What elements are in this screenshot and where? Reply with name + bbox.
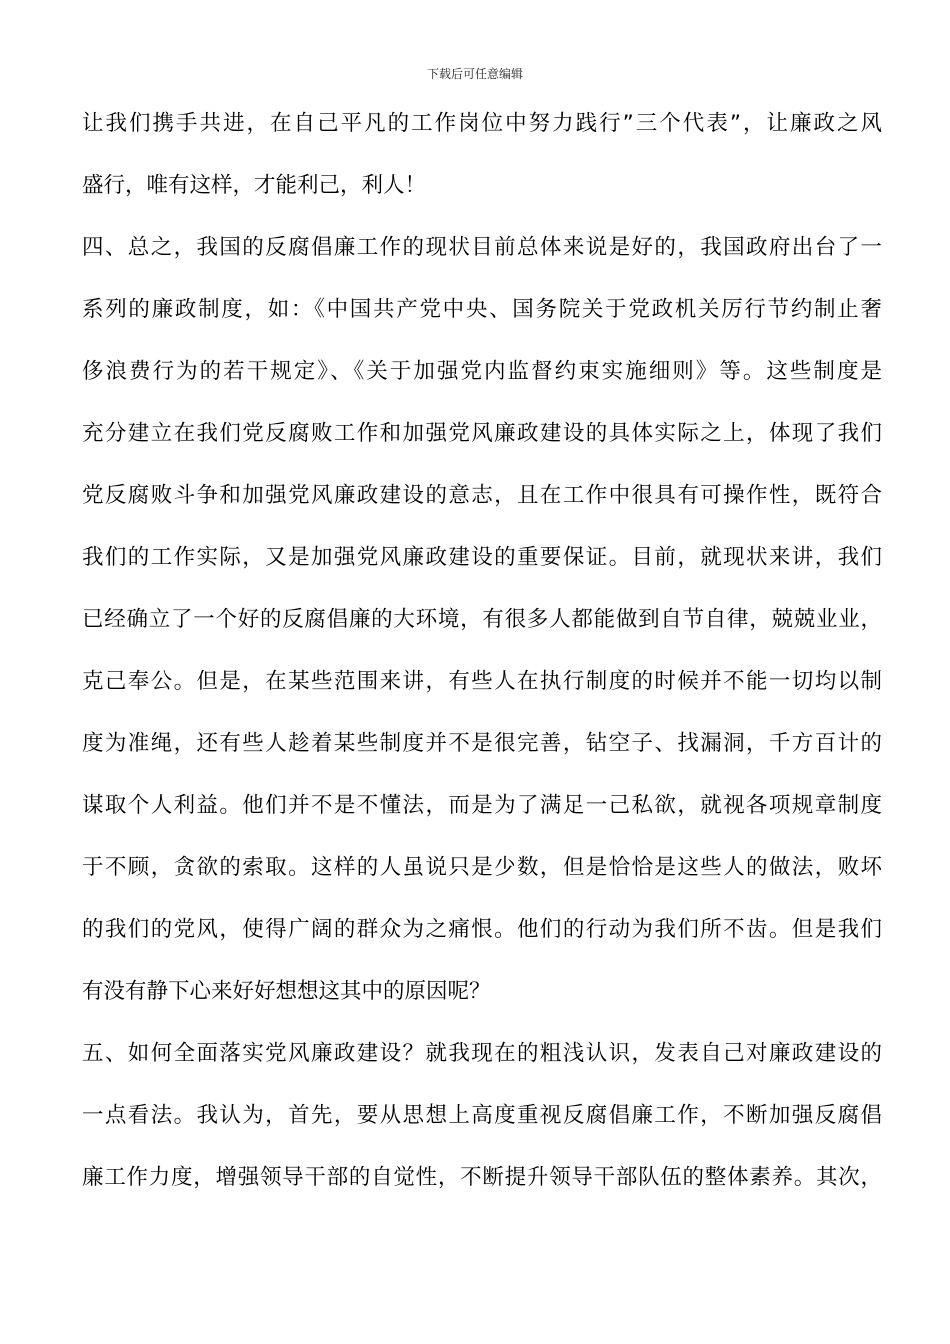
text-line: 侈浪费行为的若干规定》、《关于加强党内监督约束实施细则》等。这些制度是 xyxy=(82,359,882,384)
text-line: 已经确立了一个好的反腐倡廉的大环境，有很多人都能做到自节自律，兢兢业业， xyxy=(82,607,882,632)
document-body xyxy=(82,110,882,1226)
text-line: 一点看法。我认为，首先，要从思想上高度重视反腐倡廉工作，不断加强反腐倡 xyxy=(82,1103,882,1128)
text-line: 党反腐败斗争和加强党风廉政建设的意志，且在工作中很具有可操作性，既符合 xyxy=(82,483,882,508)
text-line: 充分建立在我们党反腐败工作和加强党风廉政建设的具体实际之上，体现了我们 xyxy=(82,421,882,446)
text-line: 的我们的党风，使得广阔的群众为之痛恨。他们的行动为我们所不齿。但是我们 xyxy=(82,917,882,942)
text-line: 五、如何全面落实党风廉政建设？就我现在的粗浅认识，发表自己对廉政建设的 xyxy=(82,1041,882,1066)
text-line: 克己奉公。但是，在某些范围来讲，有些人在执行制度的时候并不能一切均以制 xyxy=(82,669,882,694)
text-line: 于不顾，贪欲的索取。这样的人虽说只是少数，但是恰恰是这些人的做法，败坏 xyxy=(82,855,882,880)
text-line: 廉工作力度，增强领导干部的自觉性，不断提升领导干部队伍的整体素养。其次， xyxy=(82,1165,882,1190)
text-line: 谋取个人利益。他们并不是不懂法，而是为了满足一己私欲，就视各项规章制度 xyxy=(82,793,882,818)
text-line: 盛行，唯有这样，才能利己，利人！ xyxy=(82,173,427,198)
text-line: 度为准绳，还有些人趁着某些制度并不是很完善，钻空子、找漏洞，千方百计的 xyxy=(82,731,882,756)
text-line: 系列的廉政制度，如：《中国共产党中央、国务院关于党政机关厉行节约制止奢 xyxy=(82,297,882,322)
text-line: 有没有静下心来好好想想这其中的原因呢？ xyxy=(82,979,491,1004)
text-line: 四、总之，我国的反腐倡廉工作的现状目前总体来说是好的，我国政府出台了一 xyxy=(82,235,882,260)
text-line: 让我们携手共进，在自己平凡的工作岗位中努力践行”三个代表”，让廉政之风 xyxy=(82,111,882,136)
page-header: 下载后可任意编辑 xyxy=(426,67,523,81)
text-line: 我们的工作实际，又是加强党风廉政建设的重要保证。目前，就现状来讲，我们 xyxy=(82,545,882,570)
